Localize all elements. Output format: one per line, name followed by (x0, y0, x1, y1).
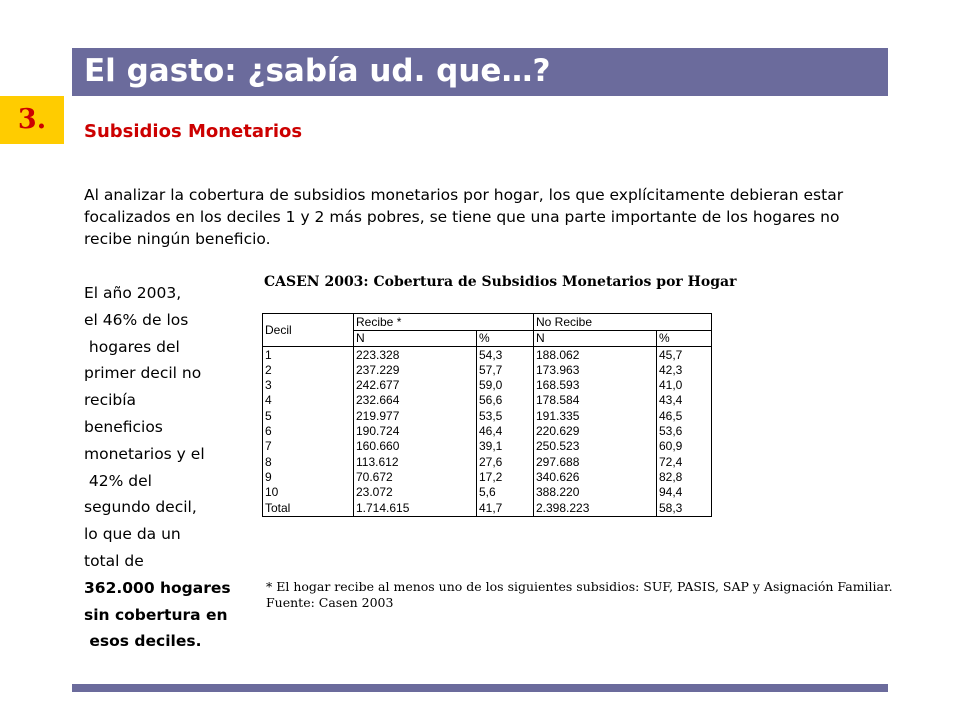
cell-recibe-pct: 59,0 (477, 378, 534, 393)
side-line: segundo decil, (84, 498, 197, 517)
table-row (263, 500, 712, 516)
side-line: total de (84, 551, 144, 570)
cell-recibe-n: 232.664 (354, 393, 477, 408)
cell-recibe-n: 223.328 (354, 347, 477, 363)
cell-no-recibe-n: 178.584 (534, 393, 657, 408)
coverage-table-wrapper (262, 313, 712, 517)
table-row (263, 408, 712, 423)
table-footnote: * El hogar recibe al menos uno de los siguientes subsidios: SUF, PASIS, SAP y Asignación Familiar. (266, 579, 893, 594)
table-row (263, 439, 712, 454)
cell-recibe-pct: 56,6 (477, 393, 534, 408)
cell-no-recibe-n: 297.688 (534, 454, 657, 469)
cell-recibe-pct: 53,5 (477, 408, 534, 423)
cell-no-recibe-n: 188.062 (534, 347, 657, 363)
cell-recibe-n: 160.660 (354, 439, 477, 454)
cell-recibe-n: 113.612 (354, 454, 477, 469)
cell-no-recibe-pct: 42,3 (657, 363, 712, 378)
cell-no-recibe-n: 2.398.223 (534, 500, 657, 516)
cell-recibe-pct: 46,4 (477, 424, 534, 439)
cell-decil: Total (263, 500, 354, 516)
subtitle: Subsidios Monetarios (84, 121, 303, 142)
side-text (84, 282, 274, 657)
bottom-bar (72, 684, 888, 692)
side-line: lo que da un (84, 525, 181, 544)
side-line: beneficios (84, 417, 163, 436)
cell-recibe-n: 242.677 (354, 378, 477, 393)
cell-no-recibe-pct: 72,4 (657, 454, 712, 469)
side-line: esos deciles. (84, 632, 202, 651)
cell-decil: 6 (263, 424, 354, 439)
side-line: sin cobertura en (84, 605, 228, 624)
cell-no-recibe-pct: 41,0 (657, 378, 712, 393)
cell-recibe-pct: 57,7 (477, 363, 534, 378)
side-line: recibía (84, 391, 137, 410)
header-recibe-pct: % (477, 331, 534, 347)
table-row (263, 470, 712, 485)
cell-decil: 10 (263, 485, 354, 500)
cell-no-recibe-pct: 58,3 (657, 500, 712, 516)
header-recibe: Recibe * (354, 314, 534, 331)
cell-recibe-n: 70.672 (354, 470, 477, 485)
side-line: el 46% de los (84, 310, 189, 329)
cell-no-recibe-n: 250.523 (534, 439, 657, 454)
cell-no-recibe-n: 191.335 (534, 408, 657, 423)
cell-no-recibe-n: 168.593 (534, 378, 657, 393)
cell-recibe-pct: 27,6 (477, 454, 534, 469)
cell-no-recibe-pct: 60,9 (657, 439, 712, 454)
cell-decil: 3 (263, 378, 354, 393)
cell-no-recibe-n: 173.963 (534, 363, 657, 378)
section-badge (0, 96, 64, 144)
slide-title: El gasto: ¿sabía ud. que…? (84, 53, 551, 89)
table-row (263, 454, 712, 469)
table-source: Fuente: Casen 2003 (266, 595, 394, 610)
cell-no-recibe-pct: 82,8 (657, 470, 712, 485)
header-no-recibe: No Recibe (534, 314, 712, 331)
table-title: CASEN 2003: Cobertura de Subsidios Monetarios por Hogar (264, 274, 737, 290)
table-row (263, 363, 712, 378)
side-line: primer decil no (84, 364, 202, 383)
table-row (263, 347, 712, 363)
cell-decil: 1 (263, 347, 354, 363)
cell-no-recibe-pct: 45,7 (657, 347, 712, 363)
side-line: monetarios y el (84, 444, 205, 463)
cell-no-recibe-n: 340.626 (534, 470, 657, 485)
side-line: 362.000 hogares (84, 578, 231, 597)
intro-paragraph: Al analizar la cobertura de subsidios monetarios por hogar, los que explícitamente debieran estar focalizados en los deciles 1 y 2 más pobres, se tiene que una parte importante de los hogares no recibe ningún beneficio. (84, 186, 844, 248)
cell-recibe-n: 237.229 (354, 363, 477, 378)
cell-no-recibe-pct: 94,4 (657, 485, 712, 500)
cell-recibe-pct: 5,6 (477, 485, 534, 500)
table-row (263, 393, 712, 408)
cell-recibe-n: 23.072 (354, 485, 477, 500)
cell-recibe-n: 1.714.615 (354, 500, 477, 516)
cell-decil: 8 (263, 454, 354, 469)
cell-recibe-pct: 39,1 (477, 439, 534, 454)
cell-no-recibe-pct: 43,4 (657, 393, 712, 408)
cell-decil: 5 (263, 408, 354, 423)
side-line: 42% del (84, 471, 152, 490)
section-number: 3. (17, 104, 47, 135)
header-no-recibe-pct: % (657, 331, 712, 347)
table-row (263, 378, 712, 393)
header-recibe-n: N (354, 331, 477, 347)
cell-recibe-pct: 41,7 (477, 500, 534, 516)
table-row (263, 424, 712, 439)
title-bar (72, 48, 888, 96)
coverage-table (262, 313, 712, 517)
header-no-recibe-n: N (534, 331, 657, 347)
cell-decil: 7 (263, 439, 354, 454)
table-row (263, 485, 712, 500)
cell-decil: 4 (263, 393, 354, 408)
cell-recibe-pct: 17,2 (477, 470, 534, 485)
cell-recibe-n: 219.977 (354, 408, 477, 423)
cell-no-recibe-pct: 53,6 (657, 424, 712, 439)
table-footnote-block (266, 579, 893, 611)
side-line: El año 2003, (84, 284, 182, 302)
header-decil: Decil (263, 314, 354, 347)
cell-decil: 2 (263, 363, 354, 378)
cell-no-recibe-pct: 46,5 (657, 408, 712, 423)
cell-decil: 9 (263, 470, 354, 485)
cell-recibe-n: 190.724 (354, 424, 477, 439)
cell-recibe-pct: 54,3 (477, 347, 534, 363)
cell-no-recibe-n: 388.220 (534, 485, 657, 500)
cell-no-recibe-n: 220.629 (534, 424, 657, 439)
side-line: hogares del (84, 337, 180, 356)
